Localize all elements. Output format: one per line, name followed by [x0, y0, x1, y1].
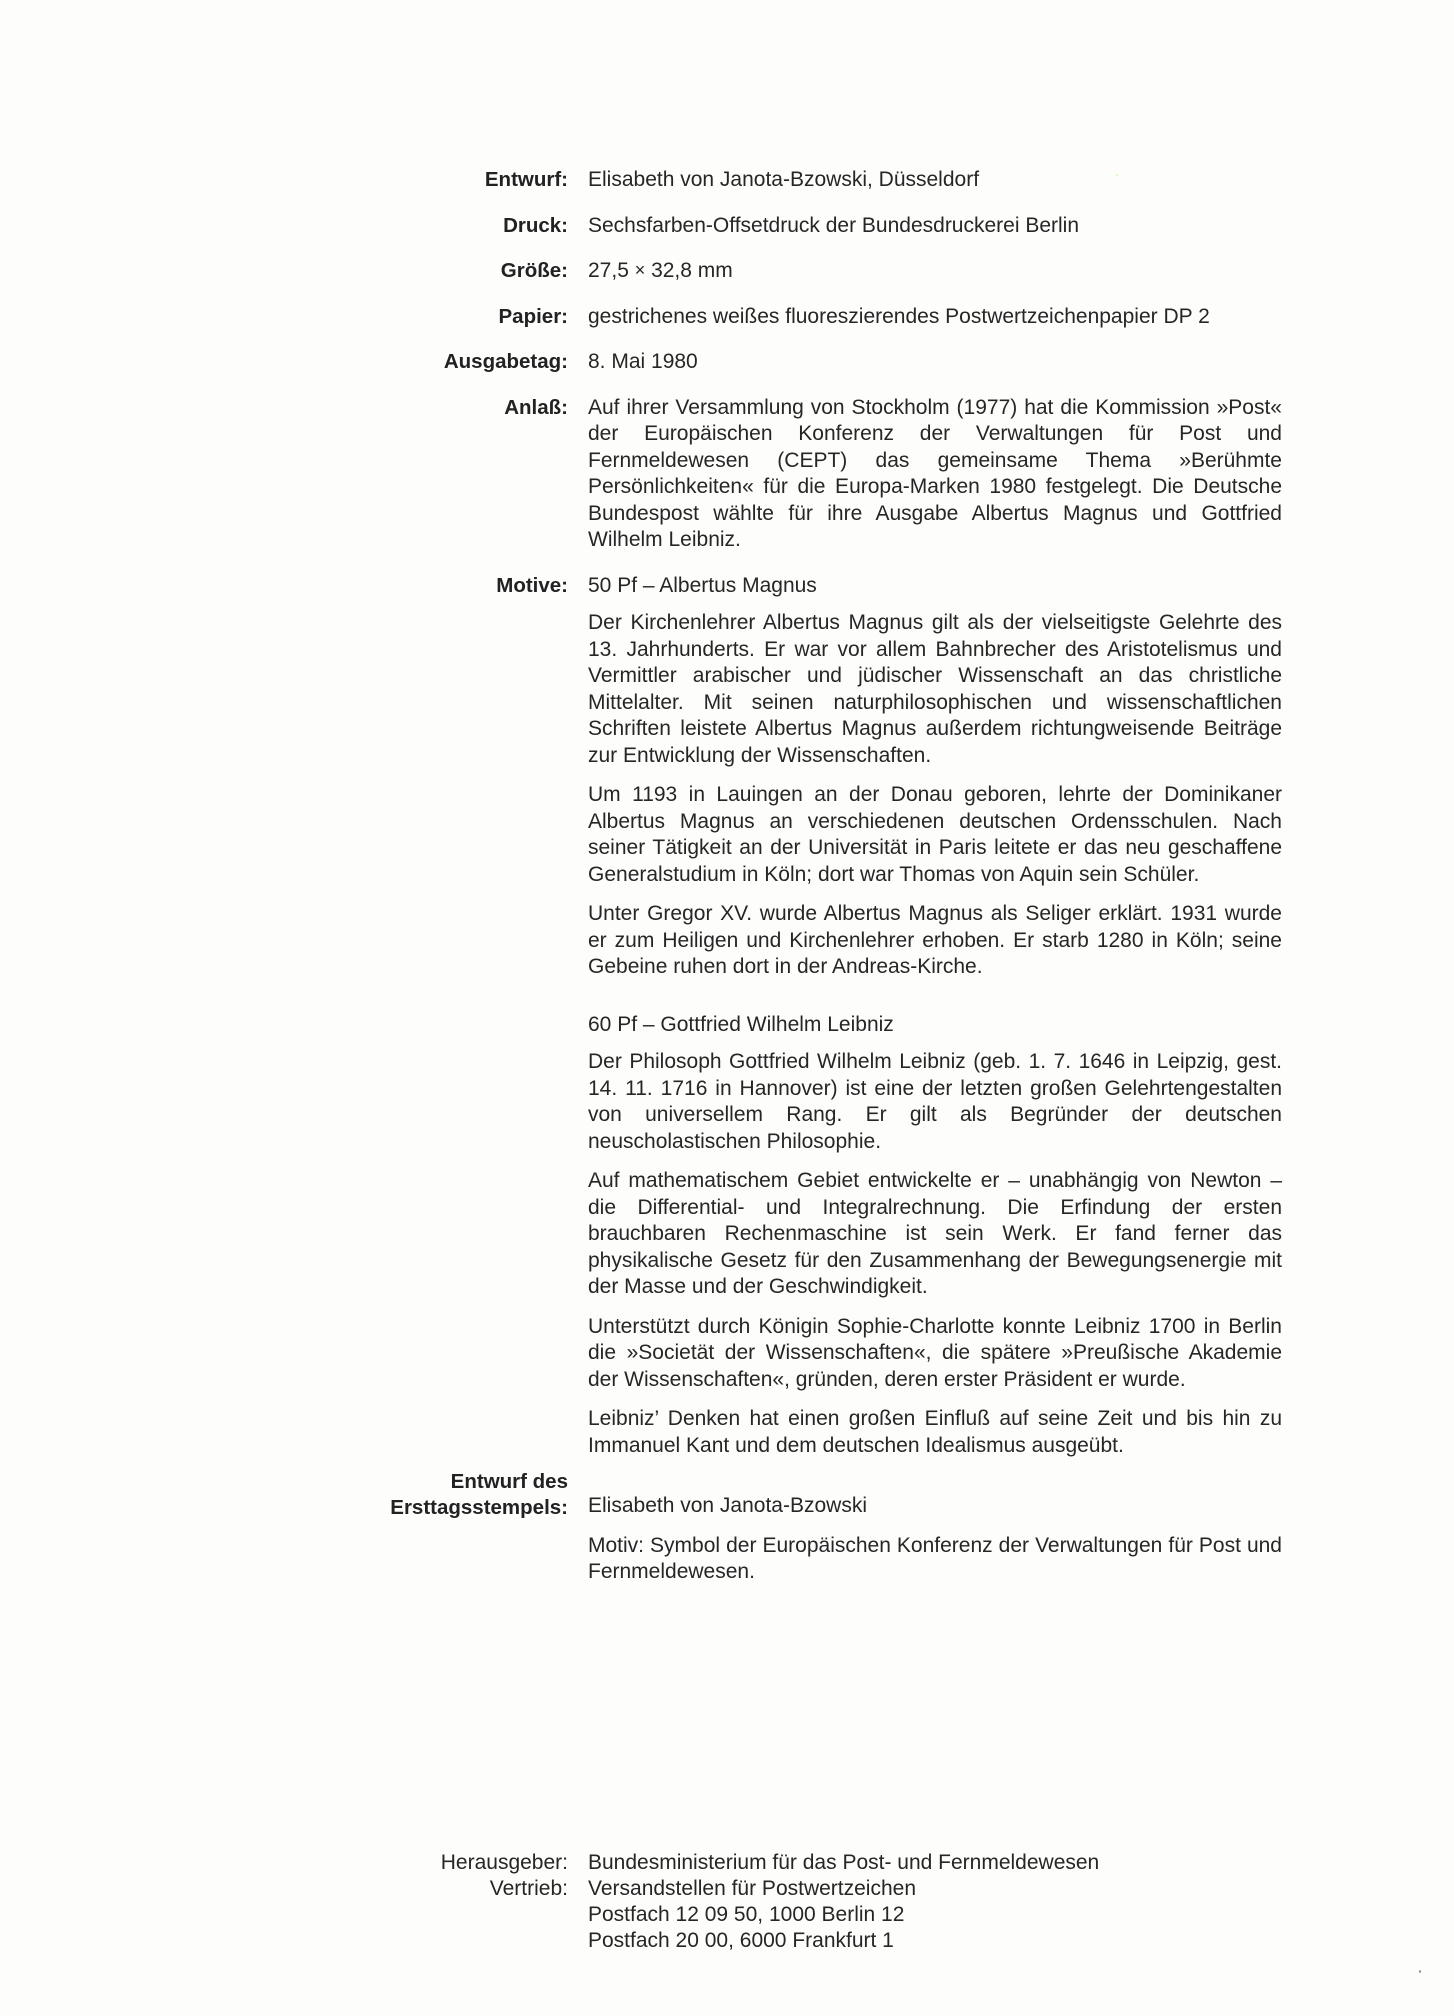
entry-value: gestrichenes weißes fluoreszierendes Postwertzeichenpapier DP 2	[588, 304, 1210, 328]
label-line: Ersttagsstempels:	[390, 1496, 568, 1519]
entry-size	[360, 258, 1310, 285]
paper-speck	[1419, 1970, 1421, 1973]
entry-occasion	[360, 395, 1310, 554]
entry-value	[588, 258, 1282, 285]
entry-paper	[360, 304, 1310, 331]
footer-row	[360, 1928, 1310, 1954]
address-line: Postfach 20 00, 6000 Frankfurt 1	[588, 1929, 894, 1952]
motives-content	[588, 573, 1282, 1460]
stamp1-title: 50 Pf – Albertus Magnus	[588, 573, 817, 597]
postmark-content	[588, 1493, 1282, 1586]
entry-print	[360, 213, 1310, 240]
label-line: Entwurf des	[450, 1470, 568, 1493]
entry-label: Ausgabetag:	[443, 350, 568, 373]
occasion-text: Auf ihrer Versammlung von Stockholm (1977) hat die Kommission »Post« der Europäischen Konferenz der Verwaltungen für Post und Fernmeldewesen (CEPT) das gemeinsame Thema »Berühmte Persönlichkeiten« für die Europa-Marken 1980 festgelegt. Die Deutsche Bundespost wählte für ihre Ausgabe Albertus Magnus und Gottfried Wilhelm Leibniz.	[588, 395, 1282, 551]
paragraph: Der Philosoph Gottfried Wilhelm Leibniz (geb. 1. 7. 1646 in Leipzig, gest. 14. 11. 1716 in Hannover) ist eine der letzten großen Gelehrtengestalten von universellem Rang. Er gilt als Begründer der deutschen neuscholastischen Philosophie.	[588, 1050, 1282, 1153]
distribution-name: Versandstellen für Postwertzeichen	[588, 1877, 917, 1900]
entry-label: Papier:	[498, 304, 568, 328]
entry-value: Sechsfarben-Offsetdruck der Bundesdruckerei Berlin	[588, 213, 1080, 237]
address-line: Postfach 12 09 50, 1000 Berlin 12	[588, 1903, 905, 1926]
footer-row	[360, 1902, 1310, 1928]
paragraph: Um 1193 in Lauingen an der Donau geboren, lehrte der Dominikaner Albertus Magnus an verschiedenen deutschen Ordensschulen. Nach seiner Tätigkeit an der Universität in Paris leitete er das neu geschaffene Generalstudium in Köln; dort war Thomas von Aquin sein Schüler.	[588, 783, 1282, 886]
paragraph: Leibniz’ Denken hat einen großen Einfluß auf seine Zeit und bis hin zu Immanuel Kant und dem deutschen Idealismus ausgeübt.	[588, 1407, 1282, 1457]
entry-postmark-design	[360, 1470, 1310, 1586]
stamp2-title: 60 Pf – Gottfried Wilhelm Leibniz	[588, 1012, 894, 1036]
postmark-motif: Motiv: Symbol der Europäischen Konferenz der Verwaltungen für Post und Fernmeldewesen.	[588, 1533, 1282, 1583]
stamp-details	[360, 167, 1310, 1605]
postmark-designer: Elisabeth von Janota-Bzowski	[588, 1494, 867, 1517]
paragraph: Unterstützt durch Königin Sophie-Charlotte konnte Leibniz 1700 in Berlin die »Societät der Wissenschaften«, die spätere »Preußische Akademie der Wissenschaften«, gründen, deren erster Präsident er wurde.	[588, 1314, 1282, 1391]
entry-issue-date	[360, 349, 1310, 376]
paper-speck	[1116, 174, 1118, 176]
paragraph: Der Kirchenlehrer Albertus Magnus gilt als der vielseitigste Gelehrte des 13. Jahrhunderts. Er war vor allem Bahnbrecher des Aristotelismus und Vermittler arabischer und jüdischer Wissenschaft an das christliche Mittelalter. Mit seinen naturphilosophischen und wissenschaftlichen Schriften leistete Albertus Magnus außerdem richtungweisende Beiträge zur Entwicklung der Wissenschaften.	[588, 611, 1282, 767]
entry-value-wrap	[588, 395, 1282, 554]
entry-label: Entwurf:	[484, 168, 568, 191]
paragraph: Auf mathematischem Gebiet entwickelte er – unabhängig von Newton – die Differential- und Integralrechnung. Die Erfindung der ersten brauchbaren Rechenmaschine ist sein Werk. Er fand ferner das physikalische Gesetz für den Zusammenhang der Bewegungsenergie mit der Masse und der Geschwindigkeit.	[588, 1169, 1282, 1298]
entry-label: Anlaß:	[504, 395, 568, 419]
entry-label	[360, 1469, 588, 1521]
size-width: 27,5	[588, 259, 629, 282]
multiply-sign: ×	[634, 260, 646, 280]
size-height: 32,8 mm	[651, 259, 733, 282]
entry-value: 8. Mai 1980	[588, 350, 698, 373]
footer-row	[360, 1876, 1310, 1902]
entry-motives	[360, 573, 1310, 1460]
paragraph: Unter Gregor XV. wurde Albertus Magnus als Seliger erklärt. 1931 wurde er zum Heiligen und Kirchenlehrer erhoben. Er starb 1280 in Köln; seine Gebeine ruhen dort in der Andreas-Kirche.	[588, 902, 1282, 978]
publisher-name: Bundesministerium für das Post- und Fernmeldewesen	[588, 1851, 1100, 1874]
publisher-footer	[360, 1850, 1310, 1954]
entry-value: Elisabeth von Janota-Bzowski, Düsseldorf	[588, 168, 980, 191]
distribution-label: Vertrieb:	[489, 1877, 568, 1900]
entry-design	[360, 167, 1310, 194]
entry-label: Größe:	[500, 259, 568, 282]
publisher-label: Herausgeber:	[440, 1851, 568, 1874]
footer-row	[360, 1850, 1310, 1876]
entry-label: Motive:	[496, 573, 568, 597]
entry-label: Druck:	[503, 213, 568, 237]
